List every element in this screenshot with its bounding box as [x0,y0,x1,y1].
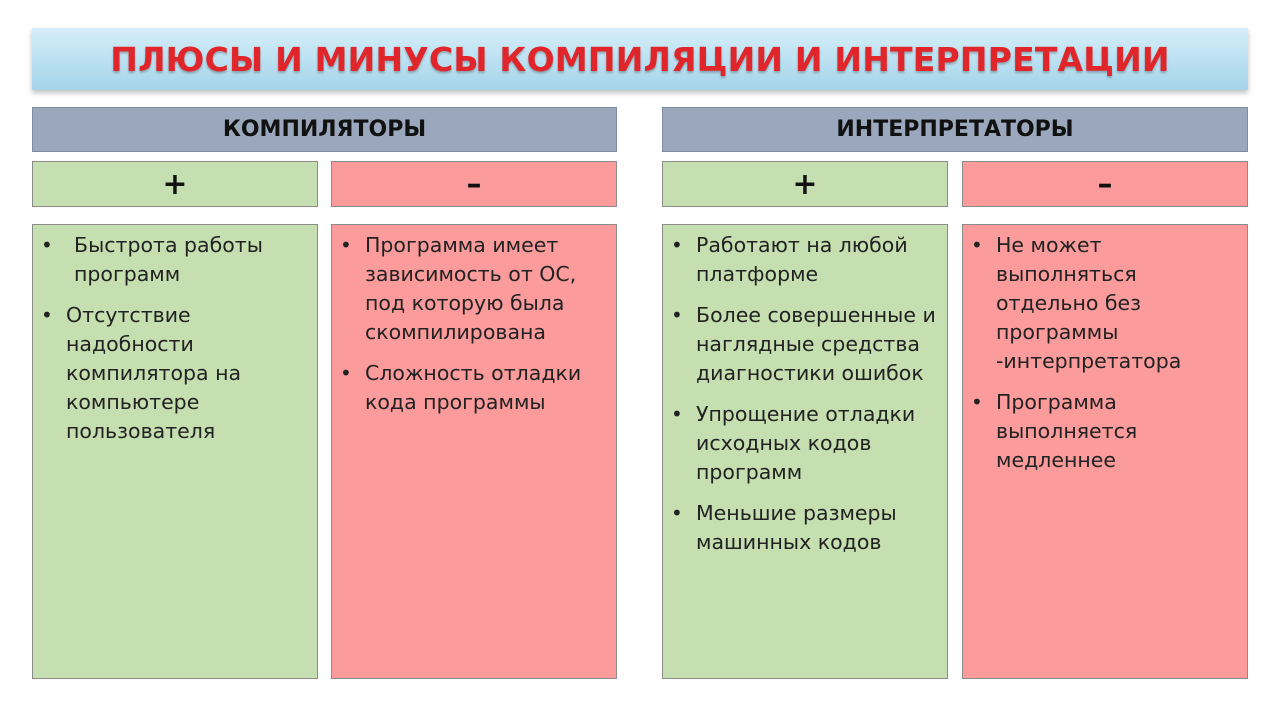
compilers-cons-list [340,231,608,417]
list-item: • Меньшие размеры машинных кодов [671,499,939,557]
interpreters-plus-label: + [662,161,948,207]
list-item: • Отсутствие надобности компилятора на компьютере пользователя [41,301,309,446]
interpreters-header: ИНТЕРПРЕТАТОРЫ [662,107,1248,152]
compilers-plus-label: + [32,161,318,207]
interpreters-minus-label: – [962,161,1248,207]
list-item: • Не может выполняться отдельно без программы -интерпретатора [971,231,1239,376]
compilers-pros-list [41,231,309,446]
list-item: • Сложность отладки кода программы [340,359,608,417]
list-item: • Программа выполняется медленнее [971,388,1239,475]
page-title: ПЛЮСЫ И МИНУСЫ КОМПИЛЯЦИИ И ИНТЕРПРЕТАЦИИ [110,39,1170,79]
list-item: • Программа имеет зависимость от ОС, под которую была скомпилирована [340,231,608,347]
interpreters-pros-box [662,224,948,679]
list-item: • Более совершенные и наглядные средства диагностики ошибок [671,301,939,388]
interpreters-cons-list [971,231,1239,475]
compilers-header: КОМПИЛЯТОРЫ [32,107,617,152]
compilers-cons-box [331,224,617,679]
list-item: • Быстрота работы программ [41,231,309,289]
title-banner [32,28,1248,90]
interpreters-cons-box [962,224,1248,679]
list-item: • Упрощение отладки исходных кодов программ [671,400,939,487]
list-item: • Работают на любой платформе [671,231,939,289]
compilers-minus-label: – [331,161,617,207]
interpreters-pros-list [671,231,939,557]
compilers-pros-box [32,224,318,679]
